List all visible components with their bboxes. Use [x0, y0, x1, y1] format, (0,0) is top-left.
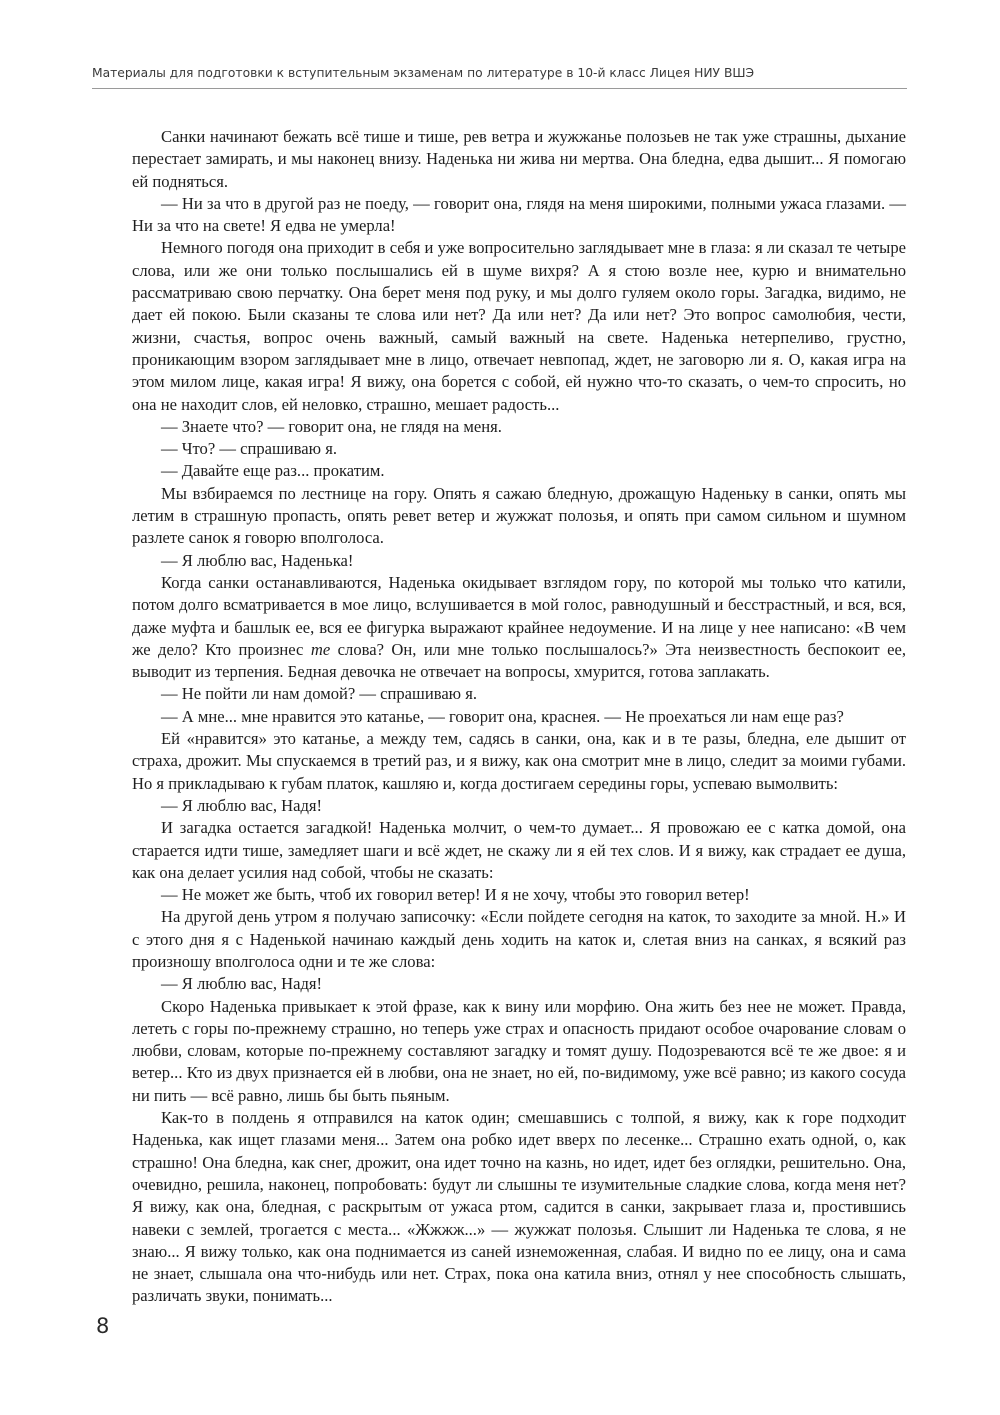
paragraph: Ей «нравится» это катанье, а между тем, садясь в санки, она, как и в те разы, бледна, еле дышит от страха, дрожит. Мы спускаемся в третий раз, и я вижу, как она смотрит мне в лицо, следит за моими губами. Но я прикладываю к губам платок, кашляю и, когда достигаем середины горы, успеваю вымолвить: — [132, 729, 906, 793]
paragraph: — Я люблю вас, Надя! — [161, 795, 323, 815]
paragraph: Немного погодя она приходит в себя и уже вопросительно заглядывает мне в глаза: я ли сказал те четыре слова, или же они только послышались ей в шуме вихря? А я стою возле нее, курю и внимательно рассматриваю свою перчатку. Она берет меня под руку, и мы долго гуляем около горы. Загадка, видимо, не дает ей покою. Были сказаны те слова или нет? Да или нет? Да или нет? Это вопрос самолюбия, чести, жизни, счастья, вопрос очень важный, самый важный на свете. Наденька нетерпеливо, грустно, проникающим взором заглядывает мне в лицо, отвечает невпопад, ждет, не заговорю ли я. О, какая игра на этом милом лице, какая игра! Я вижу, она борется с собой, ей нужно что-то сказать, о чем-то спросить, но она не находит слов, ей неловко, страшно, мешает радость... — [132, 238, 906, 414]
emphasized-word: те — [310, 639, 331, 659]
paragraph: Скоро Наденька привыкает к этой фразе, как к вину или морфию. Она жить без нее не может. Правда, лететь с горы по-прежнему страшно, но теперь уже страх и опасность придают особое очарование словам о любви, словам, которые по-прежнему составляют загадку и томят душу. Подозреваются всё те же двое: я и ветер... Кто из двух признается ей в любви, она не знает, но ей, по-видимому, уже всё равно; из какого сосуда ни пить — всё равно, лишь бы быть пьяным. — [132, 996, 906, 1105]
paragraph-text: Когда санки останавливаются, Наденька окидывает взглядом гору, по которой мы только что катили, потом долго всматривается в мое лицо, вслушивается в мой голос, равнодушный и бесстрастный, и вся, вся, даже муфта и башлык ее, вся ее фигурка выражают крайнее недоумение. И на лице у нее написано: «В чем же дело? Кто произнес — [132, 572, 906, 659]
main-text — [132, 126, 906, 1308]
paragraph: — Давайте еще раз... прокатим. — [161, 461, 385, 481]
paragraph: — Ни за что в другой раз не поеду, — говорит она, глядя на меня широкими, полными ужаса глазами. — Ни за что на свете! Я едва не умерла! — [132, 193, 906, 236]
paragraph: — Я люблю вас, Надя! — [161, 974, 323, 994]
paragraph: На другой день утром я получаю записочку: «Если пойдете сегодня на каток, то заходите за мной. Н.» И с этого дня я с Наденькой начинаю каждый день ходить на каток и, слетая вниз на санках, я всякий раз произношу вполголоса одни и те же слова: — [132, 907, 906, 971]
paragraph: И загадка остается загадкой! Наденька молчит, о чем-то думает... Я провожаю ее с катка домой, она старается идти тише, замедляет шаги и всё ждет, не скажу ли я ей тех слов. И я вижу, как страдает ее душа, как она делает усилия над собой, чтобы не сказать: — [132, 818, 906, 882]
paragraph: — Не может же быть, чтоб их говорил ветер! И я не хочу, чтобы это говорил ветер! — [161, 885, 750, 905]
paragraph: Санки начинают бежать всё тише и тише, рев ветра и жужжанье полозьев не так уже страшны, дыхание перестает замирать, и мы наконец внизу. Наденька ни жива ни мертва. Она бледна, едва дышит... Я помогаю ей подняться. — [132, 127, 906, 191]
running-header: Материалы для подготовки к вступительным экзаменам по литературе в 10-й класс Лицея НИУ ВШЭ — [92, 66, 755, 80]
header-divider — [92, 88, 907, 89]
paragraph — [132, 572, 906, 683]
paragraph: — Знаете что? — говорит она, не глядя на меня. — [161, 416, 502, 436]
paragraph: — Не пойти ли нам домой? — спрашиваю я. — [161, 684, 478, 704]
paragraph: — Я люблю вас, Наденька! — [161, 550, 354, 570]
page-number: 8 — [96, 1314, 110, 1338]
paragraph: Как-то в полдень я отправился на каток один; смешавшись с толпой, я вижу, как к горе подходит Наденька, как ищет глазами меня... Затем она робко идет вверх по лесенке... Страшно ехать одной, о, как страшно! Она бледна, как снег, дрожит, она идет точно на казнь, но идет, идет без оглядки, решительно. Она, очевидно, решила, наконец, попробовать: будут ли слышны те изумительные сладкие слова, когда меня нет? Я вижу, как она, бледная, с раскрытым от ужаса ртом, садится в санки, закрывает глаза и, простившись навеки с землей, трогается с места... «Жжжж...» — жужжат полозья. Слышит ли Наденька те слова, я не знаю... Я вижу только, как она поднимается из саней изнеможенная, слабая. И видно по ее лицу, она и сама не знает, слышала она что-нибудь или нет. Страх, пока она катила вниз, отнял у нее способность слышать, различать звуки, понимать... — [132, 1108, 906, 1306]
paragraph: Мы взбираемся по лестнице на гору. Опять я сажаю бледную, дрожащую Наденьку в санки, опять мы летим в страшную пропасть, опять ревет ветер и жужжат полозья, и опять при самом сильном и шумном разлете санок я говорю вполголоса. — [132, 483, 906, 548]
paragraph: — А мне... мне нравится это катанье, — говорит она, краснея. — Не проехаться ли нам еще раз? — [161, 706, 844, 726]
paragraph-text: слова? Он, или мне только послышалось?» Эта неизвестность беспокоит ее, выводит из терпения. Бедная девочка не отвечает на вопросы, хмурится, готова заплакать. — [132, 639, 906, 682]
paragraph: — Что? — спрашиваю я. — [161, 439, 337, 459]
